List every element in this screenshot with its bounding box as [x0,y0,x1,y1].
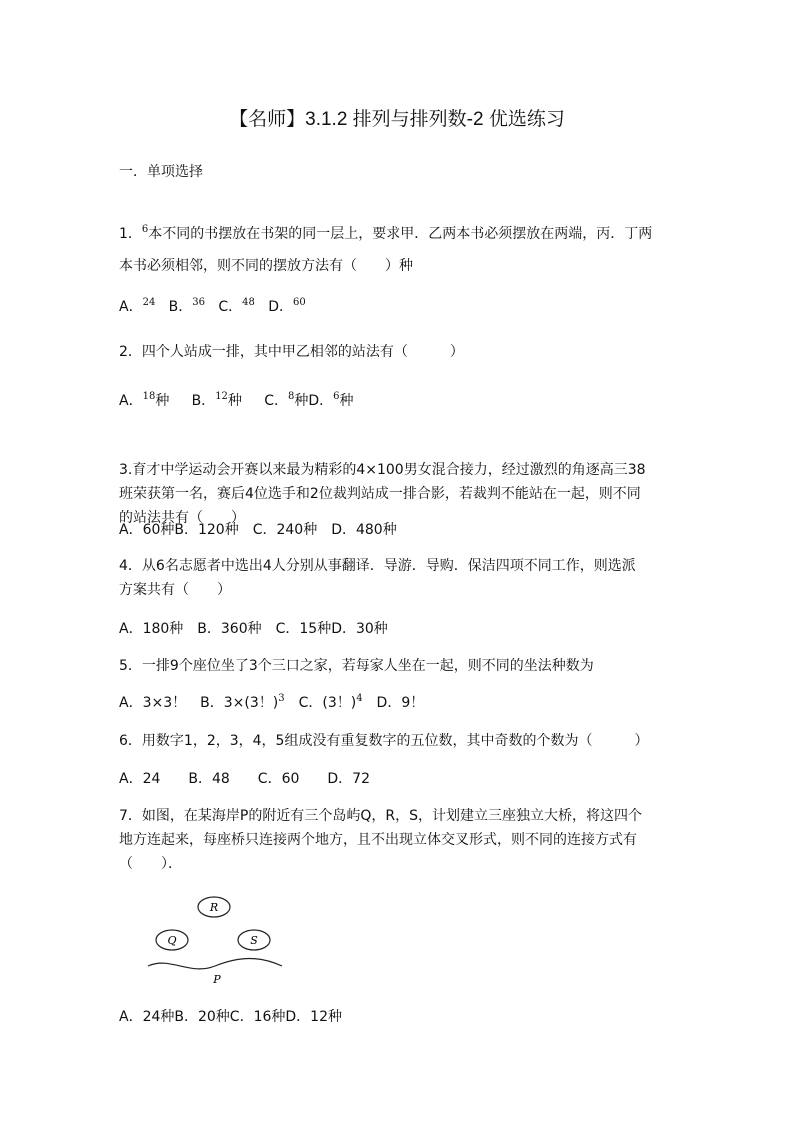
question-4 [119,554,679,602]
question-3-line-3: 的站法共有（ ） [119,510,245,526]
question-3-options: A．60种B．120种 C．240种 D．480种 [119,522,397,538]
question-3-line-1: 3.育才中学运动会开赛以来最为精彩的4×100男女混合接力，经过激烈的角逐高三38 [119,462,646,478]
question-3-line-2: 班荣获第一名，赛后4位选手和2位裁判站成一排合影，若裁判不能站在一起，则不同 [119,486,641,502]
question-4-options: A．180种 B．360种 C．15种D．30种 [119,621,388,637]
question-2-options: A．$^{18}$种 B．$^{12}$种 C．$^8$种D．$^6$种 [119,391,354,409]
coastline [148,959,282,969]
question-4-line-1: 4．从6名志愿者中选出4人分别从事翻译．导游．导购．保洁四项不同工作，则选派 [119,558,636,574]
island-s-label: S [250,934,258,947]
page-title: 【名师】3.1.2 排列与排列数-2 优选练习 [229,109,565,130]
question-5-options: A．3×3！ B．3×(3！)$^3$ C．(3！)$^4$ D．9！ [119,693,425,711]
island-r-label: R [209,901,219,914]
question-1-options: A．$^{24}$ B．$^{36}$ C．$^{48}$ D．$^{60}$ [119,297,306,315]
question-4-line-2: 方案共有（ ） [119,582,231,598]
question-6-options: A．24 B．48 C．60 D．72 [119,771,370,787]
question-1-line-2: 本书必须相邻，则不同的摆放方法有（ ）种 [119,258,413,274]
question-7-line-3: （ ）． [119,856,182,872]
question-7-line-2: 地方连起来，每座桥只连接两个地方，且不出现立体交叉形式，则不同的连接方式有 [119,832,637,848]
question-6: 6．用数字1，2，3，4，5组成没有重复数字的五位数，其中奇数的个数为（ ） [119,733,649,749]
question-7-line-1: 7．如图，在某海岸P的附近有三个岛屿Q，R，S，计划建立三座独立大桥，将这四个 [119,808,642,824]
coast-p-label: P [213,973,221,986]
question-7 [119,804,679,876]
question-7-options: A．24种B．20种C．16种D．12种 [119,1009,342,1025]
question-1 [119,218,679,278]
island-diagram [140,890,290,990]
island-q-label: Q [167,934,177,947]
question-5: 5．一排9个座位坐了3个三口之家，若每家人坐在一起，则不同的坐法种数为 [119,658,594,674]
section-heading: 一．单项选择 [119,164,203,180]
question-1-line-1: 1．$^6$本不同的书摆放在书架的同一层上，要求甲．乙两本书必须摆放在两端，丙．丁两 [119,224,653,242]
question-2: 2．四个人站成一排，其中甲乙相邻的站法有（ ） [119,344,464,360]
